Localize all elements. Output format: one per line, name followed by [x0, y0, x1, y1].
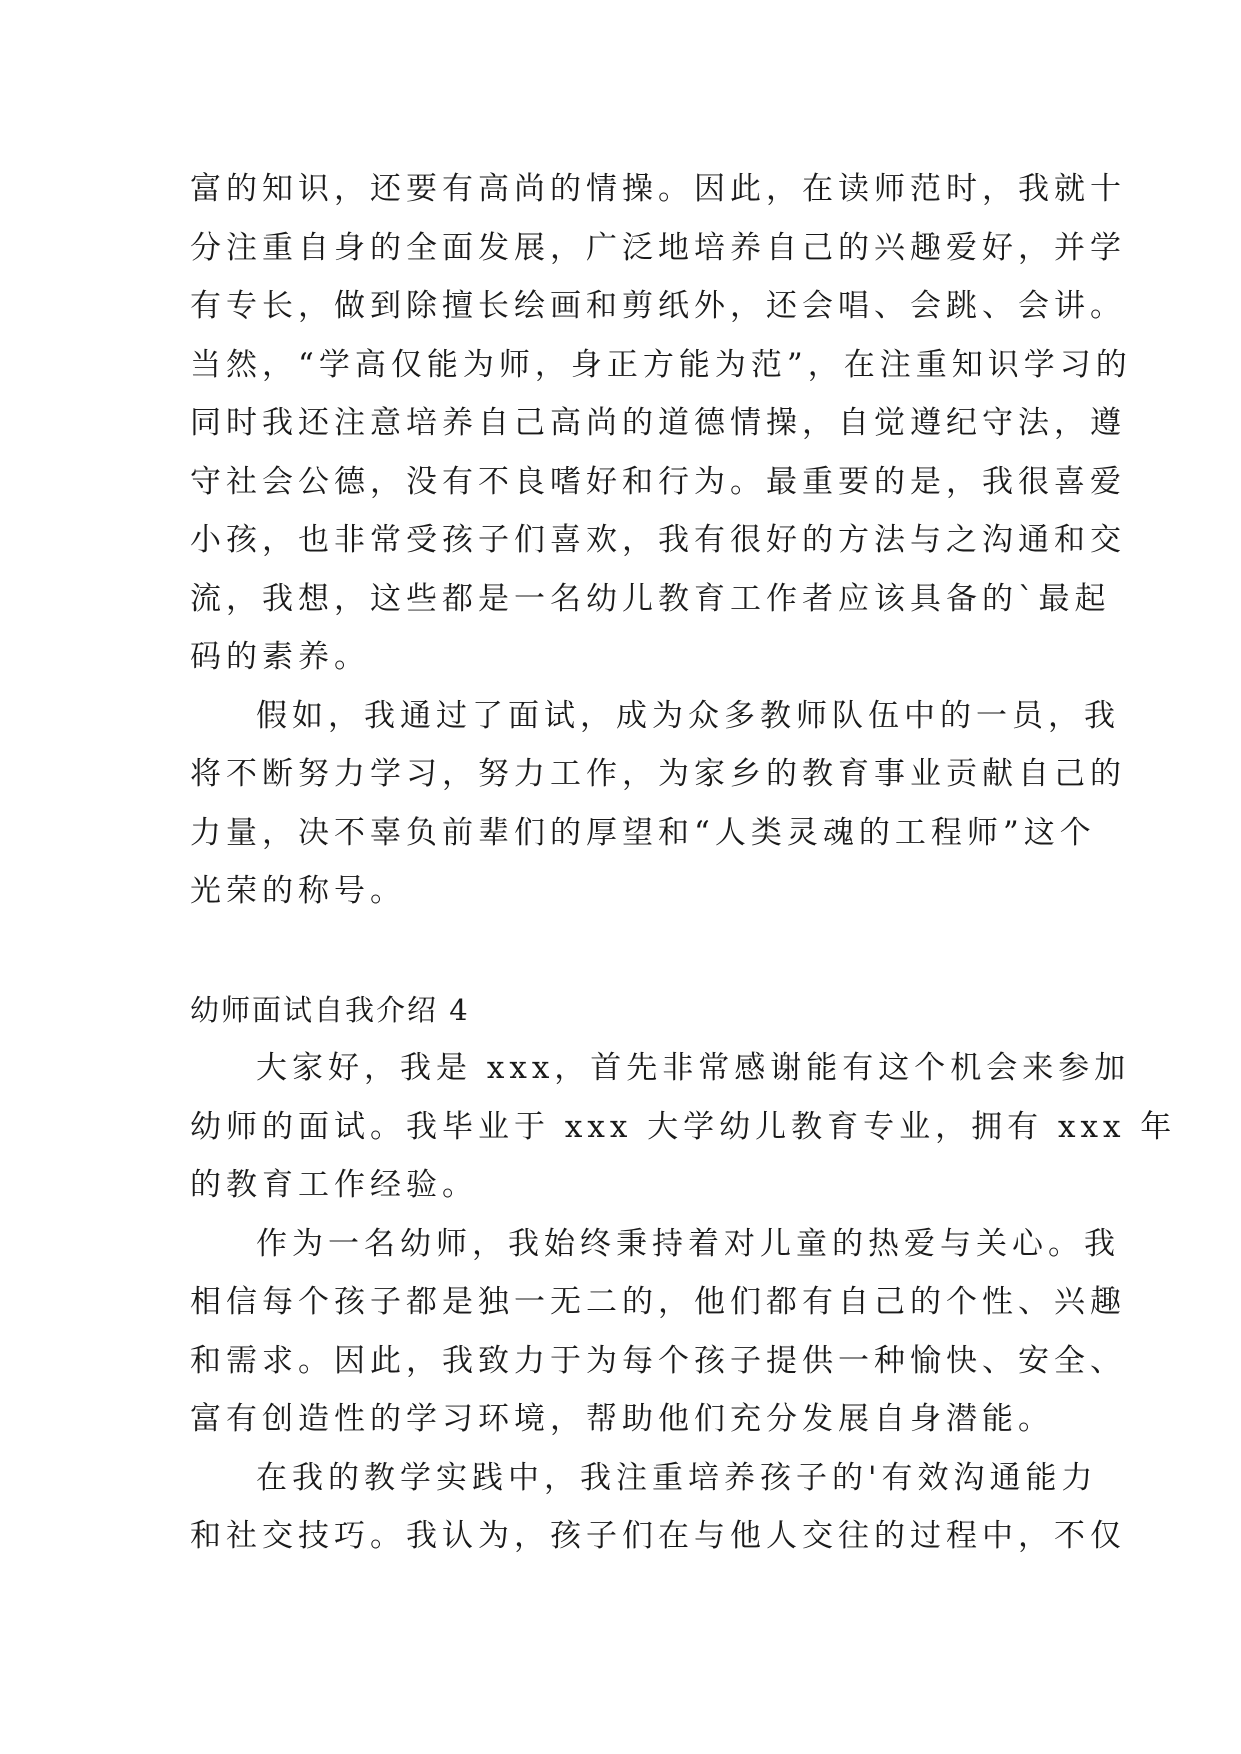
- text-line: 相信每个孩子都是独一无二的，他们都有自己的个性、兴趣: [190, 1284, 1126, 1320]
- paragraph: [190, 160, 1132, 687]
- section-heading: 幼师面试自我介绍 4: [190, 992, 470, 1027]
- text-line: 守社会公德，没有不良嗜好和行为。最重要的是，我很喜爱: [190, 463, 1126, 500]
- text-line: 光荣的称号。: [190, 873, 406, 909]
- text-line: 分注重自身的全面发展，广泛地培养自己的兴趣爱好，并学: [190, 229, 1126, 266]
- text-line: 当然，“学高仅能为师，身正方能为范”，在注重知识学习的: [190, 346, 1132, 383]
- text-line: 同时我还注意培养自己高尚的道德情操，自觉遵纪守法，遵: [190, 405, 1126, 441]
- text-line: 有专长，做到除擅长绘画和剪纸外，还会唱、会跳、会讲。: [190, 288, 1126, 324]
- text-line: 在我的教学实践中，我注重培养孩子的'有效沟通能力: [256, 1459, 1098, 1496]
- text-line: 大家好，我是 xxx，首先非常感谢能有这个机会来参加: [256, 1050, 1131, 1086]
- section-spacer: [190, 921, 1070, 981]
- text-line: 流，我想，这些都是一名幼儿教育工作者应该具备的`最起: [190, 580, 1111, 617]
- text-line: 富有创造性的学习环境，帮助他们充分发展自身潜能。: [190, 1401, 1054, 1437]
- text-line: 假如，我通过了面试，成为众多教师队伍中的一员，我: [256, 697, 1120, 734]
- paragraph: [190, 1039, 1177, 1215]
- text-line: 富的知识，还要有高尚的情操。因此，在读师范时，我就十: [190, 171, 1126, 207]
- document-body: [190, 160, 1177, 1566]
- paragraph: [190, 1449, 1126, 1566]
- paragraph: [190, 1215, 1126, 1449]
- text-line: 小孩，也非常受孩子们喜欢，我有很好的方法与之沟通和交: [190, 522, 1126, 558]
- text-line: 将不断努力学习，努力工作，为家乡的教育事业贡献自己的: [190, 756, 1126, 792]
- text-line: 和社交技巧。我认为，孩子们在与他人交往的过程中，不仅: [190, 1518, 1126, 1554]
- text-line: 码的素养。: [190, 639, 370, 675]
- text-line: 的教育工作经验。: [190, 1167, 478, 1203]
- text-line: 和需求。因此，我致力于为每个孩子提供一种愉快、安全、: [190, 1342, 1126, 1379]
- text-line: 幼师的面试。我毕业于 xxx 大学幼儿教育专业，拥有 xxx 年: [190, 1108, 1177, 1145]
- text-line: 力量，决不辜负前辈们的厚望和“人类灵魂的工程师”这个: [190, 814, 1096, 851]
- text-line: 作为一名幼师，我始终秉持着对儿童的热爱与关心。我: [256, 1225, 1120, 1262]
- paragraph: [190, 687, 1126, 921]
